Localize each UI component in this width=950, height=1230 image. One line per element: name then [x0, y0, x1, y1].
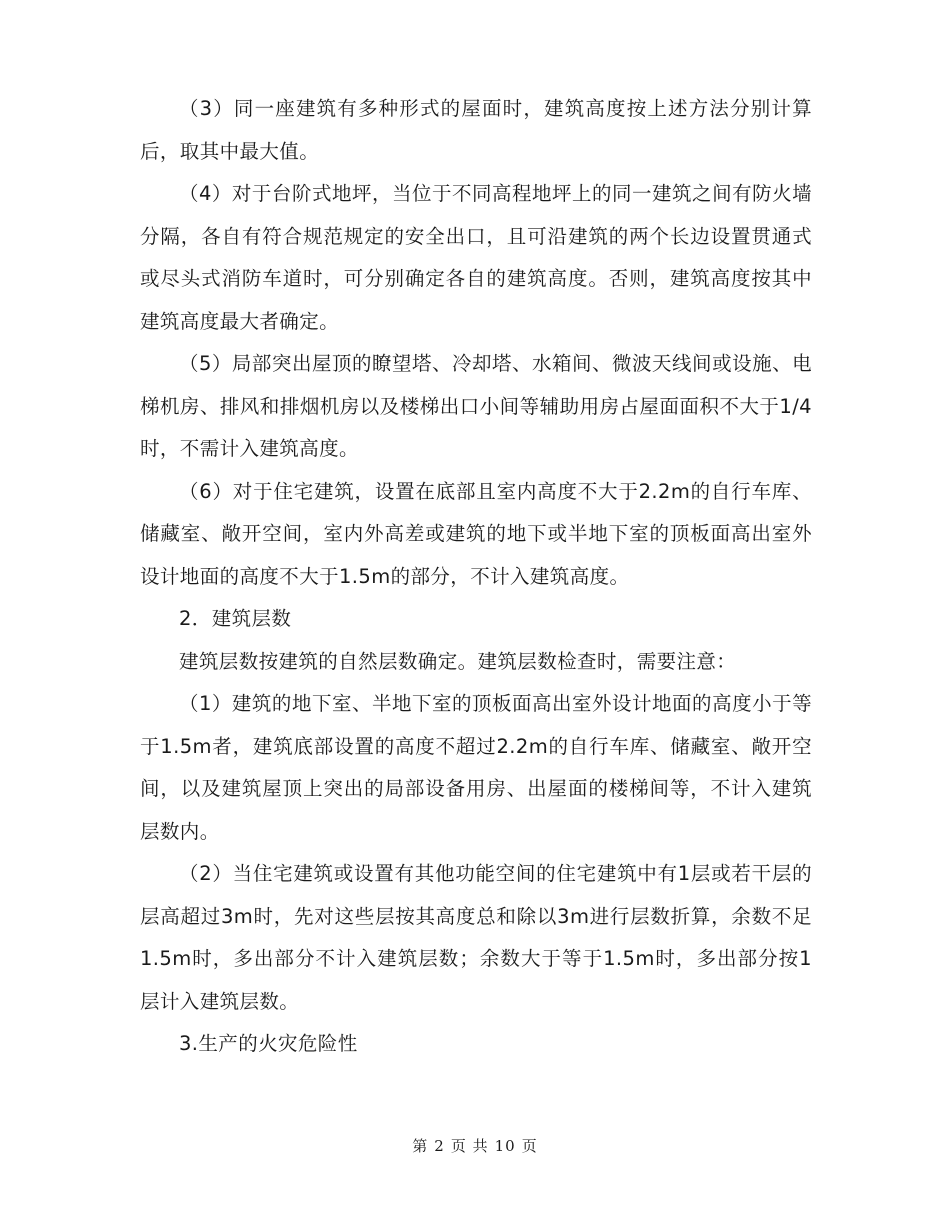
- paragraph-item-3: （3）同一座建筑有多种形式的屋面时，建筑高度按上述方法分别计算后，取其中最大值。: [140, 97, 812, 163]
- paragraph-item-5: （5）局部突出屋顶的瞭望塔、冷却塔、水箱间、微波天线间或设施、电梯机房、排风和排烟机房以及楼梯出口小间等辅助用房占屋面面积不大于1/4时，不需计入建筑高度。: [140, 352, 812, 460]
- paragraph-floors-item-2: （2）当住宅建筑或设置有其他功能空间的住宅建筑中有1层或若干层的层高超过3m时，先对这些层按其高度总和除以3m进行层数折算，余数不足1.5m时，多出部分不计入建筑层数；余数大于等于1.5m时，多出部分按1层计入建筑层数。: [140, 862, 812, 1013]
- footer-suffix: 页: [521, 1137, 538, 1155]
- document-body: [140, 88, 812, 1066]
- footer-middle: 页 共: [450, 1137, 489, 1155]
- section-heading-fire-hazard: 3.生产的火灾危险性: [179, 1032, 358, 1055]
- footer-prefix: 第: [412, 1137, 429, 1155]
- paragraph-floors-item-1: （1）建筑的地下室、半地下室的顶板面高出室外设计地面的高度小于等于1.5m者，建筑底部设置的高度不超过2.2m的自行车库、储藏室、敞开空间，以及建筑屋顶上突出的局部设备用房、出屋面的楼梯间等，不计入建筑层数内。: [140, 692, 812, 843]
- paragraph-floors-intro: 建筑层数按建筑的自然层数确定。建筑层数检查时，需要注意：: [179, 649, 737, 673]
- page-footer: [0, 1136, 950, 1156]
- paragraph-item-6: （6）对于住宅建筑，设置在底部且室内高度不大于2.2m的自行车库、储藏室、敞开空间，室内外高差或建筑的地下或半地下室的顶板面高出室外设计地面的高度不大于1.5m的部分，不计入建筑高度。: [140, 479, 812, 588]
- footer-total-pages: 10: [494, 1137, 516, 1155]
- section-heading-building-floors: 2．建筑层数: [179, 607, 292, 630]
- footer-page-number: 2: [434, 1137, 445, 1155]
- paragraph-item-4: （4）对于台阶式地坪，当位于不同高程地坪上的同一建筑之间有防火墙分隔，各自有符合规范规定的安全出口，且可沿建筑的两个长边设置贯通式或尽头式消防车道时，可分别确定各自的建筑高度。否则，建筑高度按其中建筑高度最大者确定。: [140, 182, 812, 333]
